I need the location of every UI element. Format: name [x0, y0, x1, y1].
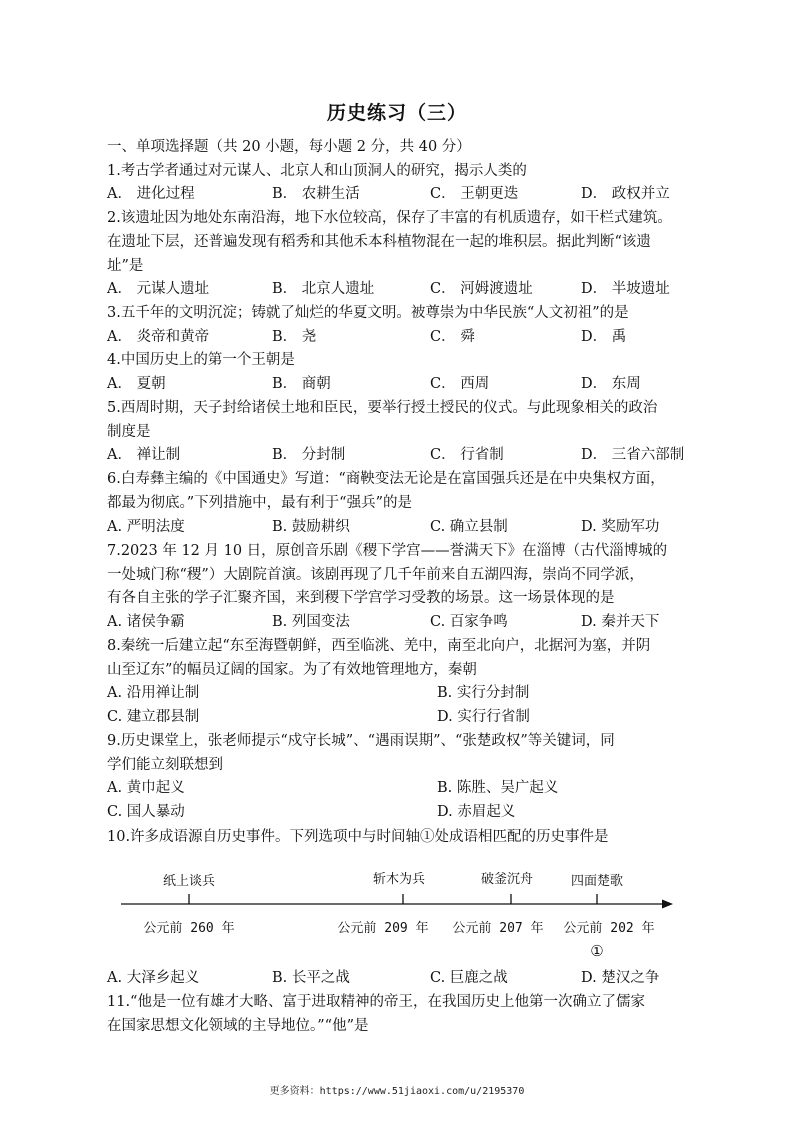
footer-source-link[interactable]: 更多资料：https://www.51jiaoxi.com/u/2195370	[269, 1086, 525, 1097]
option-a[interactable]: A. 大泽乡起义	[107, 970, 200, 986]
question-9-stem-line-2: 学们能立刻联想到	[107, 757, 223, 773]
question-2-stem-line-2: 在遗址下层，还普遍发现有稻秀和其他禾本科植物混在一起的堆积层。据此判断“该遗	[107, 234, 651, 250]
option-b[interactable]: B. 实行分封制	[437, 685, 530, 701]
question-4-stem: 4.中国历史上的第一个王朝是	[107, 352, 295, 368]
option-b[interactable]: B． 尧	[272, 329, 317, 345]
question-11-stem-line-1: 11.“他是一位有雄才大略、富于进取精神的帝王，在我国历史上他第一次确立了儒家	[107, 994, 645, 1010]
question-10-stem: 10.许多成语源自历史事件。下列选项中与时间轴①处成语相匹配的历史事件是	[107, 829, 609, 845]
timeline-idiom-2: 斩木为兵	[372, 872, 426, 887]
option-b[interactable]: B． 农耕生活	[272, 186, 360, 202]
timeline-date-2: 公元前 209 年	[337, 921, 429, 936]
option-b[interactable]: B. 陈胜、吴广起义	[437, 780, 559, 796]
section-header: 一、单项选择题（共 20 小题，每小题 2 分，共 40 分）	[107, 139, 471, 155]
question-8-stem-line-2: 山至辽东”的幅员辽阔的国家。为了有效地管理地方，秦朝	[107, 662, 477, 678]
timeline-date-3: 公元前 207 年	[452, 921, 544, 936]
timeline-marker-1: ①	[590, 942, 604, 960]
question-6-stem-line-1: 6.白寿彝主编的《中国通史》写道：“商鞅变法无论是在富国强兵还是在中央集权方面，	[107, 471, 665, 487]
option-b[interactable]: B． 商朝	[272, 376, 331, 392]
option-d[interactable]: D. 赤眉起义	[437, 804, 516, 820]
option-b[interactable]: B. 鼓励耕织	[272, 519, 350, 535]
option-b[interactable]: B． 北京人遗址	[272, 281, 375, 297]
timeline-idiom-3: 破釜沉舟	[480, 872, 534, 887]
option-a[interactable]: A. 诸侯争霸	[107, 614, 185, 630]
question-9-stem-line-1: 9.历史课堂上，张老师提示“戍守长城”、“遇雨误期”、“张楚政权”等关键词，同	[107, 733, 615, 749]
option-d[interactable]: D. 实行行省制	[437, 709, 530, 725]
question-7-stem-line-3: 有各自主张的学子汇聚齐国，来到稷下学宫学习受教的场景。这一场景体现的是	[107, 590, 615, 606]
question-7-stem-line-2: 一处城门称“稷”）大剧院首演。该剧再现了几千年前来自五湖四海，崇尚不同学派，	[107, 567, 644, 583]
option-c[interactable]: C． 王朝更迭	[430, 186, 519, 202]
option-a[interactable]: A. 黄巾起义	[107, 780, 185, 796]
timeline-arrow	[662, 900, 673, 909]
question-1-stem: 1.考古学者通过对元谋人、北京人和山顶洞人的研究，揭示人类的	[107, 163, 527, 179]
option-a[interactable]: A． 禅让制	[107, 447, 181, 463]
timeline-idiom-1: 纸上谈兵	[162, 874, 216, 889]
option-c[interactable]: C. 百家争鸣	[430, 614, 508, 630]
option-d[interactable]: D. 楚汉之争	[581, 970, 660, 986]
option-d[interactable]: D． 政权并立	[581, 186, 670, 202]
option-a[interactable]: A. 沿用禅让制	[107, 685, 200, 701]
option-a[interactable]: A. 严明法度	[107, 519, 185, 535]
option-d[interactable]: D． 东周	[581, 376, 641, 392]
question-5-stem-line-1: 5.西周时期，天子封给诸侯土地和臣民，要举行授土授民的仪式。与此现象相关的政治	[107, 400, 658, 416]
option-c[interactable]: C． 河姆渡遗址	[430, 281, 533, 297]
option-a[interactable]: A． 炎帝和黄帝	[107, 329, 210, 345]
option-d[interactable]: D. 秦并天下	[581, 614, 660, 630]
option-c[interactable]: C． 西周	[430, 376, 490, 392]
timeline-date-1: 公元前 260 年	[143, 921, 235, 936]
option-d[interactable]: D． 禹	[581, 329, 627, 345]
option-a[interactable]: A． 元谋人遗址	[107, 281, 210, 297]
question-5-stem-line-2: 制度是	[107, 424, 151, 440]
option-d[interactable]: D． 半坡遗址	[581, 281, 670, 297]
question-2-stem-line-3: 址”是	[107, 258, 144, 274]
option-c[interactable]: C． 舜	[430, 329, 475, 345]
option-d[interactable]: D． 三省六部制	[581, 447, 685, 463]
option-c[interactable]: C. 建立郡县制	[107, 709, 200, 725]
option-c[interactable]: C． 行省制	[430, 447, 504, 463]
question-2-stem-line-1: 2.该遗址因为地处东南沿海，地下水位较高，保存了丰富的有机质遗存，如干栏式建筑。	[107, 210, 672, 226]
question-6-stem-line-2: 都最为彻底。”下列措施中，最有利于“强兵”的是	[107, 495, 412, 511]
timeline-idiom-4: 四面楚歌	[570, 874, 624, 889]
question-11-stem-line-2: 在国家思想文化领域的主导地位。”“他”是	[107, 1018, 369, 1034]
question-8-stem-line-1: 8.秦统一后建立起“东至海暨朝鲜，西至临洮、羌中，南至北向户，北据河为塞，并阴	[107, 638, 651, 654]
question-7-stem-line-1: 7.2023 年 12 月 10 日，原创音乐剧《稷下学宫——誉满天下》在淄博（古代淄博城的	[107, 543, 668, 559]
option-c[interactable]: C. 巨鹿之战	[430, 970, 508, 986]
option-c[interactable]: C. 确立县制	[430, 519, 508, 535]
option-b[interactable]: B． 分封制	[272, 447, 346, 463]
timeline-figure	[107, 862, 687, 966]
option-b[interactable]: B. 列国变法	[272, 614, 350, 630]
timeline-date-4: 公元前 202 年	[563, 921, 655, 936]
option-a[interactable]: A． 夏朝	[107, 376, 166, 392]
option-a[interactable]: A． 进化过程	[107, 186, 195, 202]
option-b[interactable]: B. 长平之战	[272, 970, 350, 986]
page-title: 历史练习（三）	[326, 102, 467, 124]
option-c[interactable]: C. 国人暴动	[107, 804, 185, 820]
option-d[interactable]: D. 奖励军功	[581, 519, 660, 535]
question-3-stem: 3.五千年的文明沉淀；铸就了灿烂的华夏文明。被尊崇为中华民族“人文初祖”的是	[107, 305, 629, 321]
